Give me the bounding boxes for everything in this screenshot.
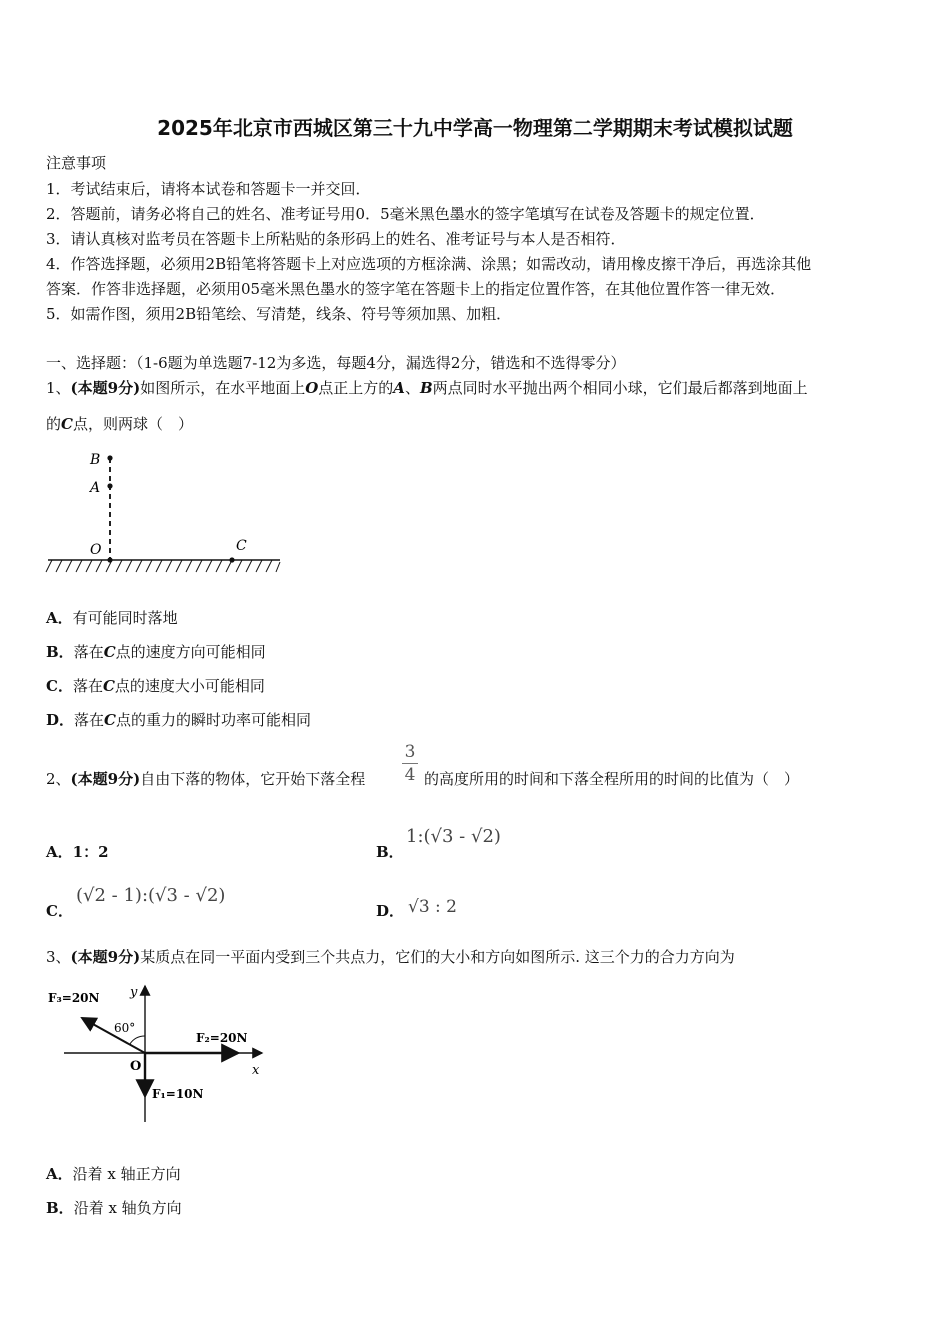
q2-option-c[interactable]: [46, 900, 73, 921]
q3-option-a-text: 沿着 x 轴正方向: [72, 1165, 181, 1183]
question-1-line2-a: 的: [46, 415, 62, 433]
point-b-dot: [107, 455, 112, 460]
q2-option-d[interactable]: [376, 900, 404, 921]
q1-option-d-label: D．: [46, 711, 75, 729]
question-3-score: (本题9分): [70, 948, 141, 966]
q3-option-b-label: B．: [46, 1199, 74, 1217]
q1-option-b-post: 点的速度方向可能相同: [115, 643, 266, 661]
question-1-line-1: [46, 377, 808, 398]
point-b: B: [419, 379, 433, 397]
q3-option-b-text: 沿着 x 轴负方向: [73, 1199, 182, 1217]
label-angle: 60°: [114, 1021, 136, 1035]
notice-item-4: 4．作答选择题，必须用2B铅笔将答题卡上对应选项的方框涂满、涂黑；如需改动，请用橡皮擦干净后，再选涂其他: [46, 255, 812, 273]
question-3-number: 3、: [46, 948, 71, 966]
notice-item-3: 3．请认真核对监考员在答题卡上所粘贴的条形码上的姓名、准考证号与本人是否相符．: [46, 230, 626, 248]
q1-option-a[interactable]: [46, 607, 178, 628]
question-2-text-b: 的高度所用的时间和下落全程所用的时间的比值为（ ）: [424, 770, 800, 788]
question-1-text-b: 点正上方的: [318, 379, 394, 397]
q1-option-c-post: 点的速度大小可能相同: [114, 677, 265, 695]
projectile-figure: [44, 446, 284, 576]
fraction-bar: [402, 763, 418, 764]
page-title: 2025年北京市西城区第三十九中学高一物理第二学期期末考试模拟试题: [157, 116, 793, 140]
notice-heading: 注意事项: [46, 154, 107, 172]
question-1-text-c: 两点同时水平抛出两个相同小球，它们最后都落到地面上: [432, 379, 808, 397]
fraction-numerator: 3: [404, 742, 416, 762]
q1-option-c-label: C．: [46, 677, 73, 695]
question-1-line2-b: 点，则两球（ ）: [72, 415, 193, 433]
label-o: O: [90, 542, 102, 558]
force-diagram: [44, 980, 274, 1130]
q1-option-c[interactable]: [46, 675, 265, 696]
point-o: O: [305, 379, 319, 397]
q1-option-c-pre: 落在: [72, 677, 103, 695]
q2-option-c-math: (√2 - 1):(√3 - √2): [76, 885, 226, 906]
q1-option-d-pre: 落在: [74, 711, 105, 729]
q1-option-b-c: C: [103, 643, 116, 661]
fraction-denominator: 4: [404, 765, 416, 785]
q1-option-d-post: 点的重力的瞬时功率可能相同: [115, 711, 311, 729]
notice-item-4-cont: 答案．作答非选择题，必须用05毫米黑色墨水的签字笔在答题卡上的指定位置作答，在其他位置作答一律无效．: [46, 280, 786, 298]
q1-option-d-c: C: [104, 711, 116, 729]
point-a-dot: [107, 483, 112, 488]
point-c: C: [61, 415, 73, 433]
question-1-sep: 、: [404, 379, 420, 397]
label-b: B: [90, 452, 101, 468]
q1-option-b-label: B．: [46, 643, 74, 661]
label-y: y: [130, 985, 138, 1000]
question-1-number: 1、: [46, 379, 71, 397]
q1-option-b-pre: 落在: [73, 643, 104, 661]
q2-option-a-text: 1：2: [72, 843, 109, 861]
q2-option-d-label: D．: [376, 902, 405, 920]
question-1-line-2: [46, 413, 193, 434]
q2-option-a-label: A．: [46, 843, 73, 861]
q3-option-a-label: A．: [46, 1165, 73, 1183]
ground-hatch: [46, 560, 280, 572]
question-2-number: 2、: [46, 770, 71, 788]
q1-option-a-text: 有可能同时落地: [72, 609, 178, 627]
section-heading: 一、选择题：（1-6题为单选题7-12为多选，每题4分，漏选得2分，错选和不选得零分）: [46, 354, 626, 372]
q2-option-c-label: C．: [46, 902, 73, 920]
point-a: A: [393, 379, 405, 397]
question-1-score: (本题9分): [70, 379, 141, 397]
label-x: x: [252, 1063, 260, 1078]
question-2-score: (本题9分): [70, 770, 141, 788]
question-3-line-1: [46, 946, 735, 967]
q2-option-d-math: √3 : 2: [408, 897, 457, 917]
q3-option-a[interactable]: [46, 1163, 181, 1184]
q1-option-b[interactable]: [46, 641, 266, 662]
q1-option-c-c: C: [102, 677, 115, 695]
notice-item-1: 1．考试结束后，请将本试卷和答题卡一并交回．: [46, 180, 371, 198]
label-f3: F₃=20N: [48, 991, 100, 1005]
label-f1: F₁=10N: [152, 1087, 204, 1101]
q3-option-b[interactable]: [46, 1197, 182, 1218]
q2-option-b[interactable]: [376, 841, 404, 862]
q2-option-b-label: B．: [376, 843, 404, 861]
angle-arc: [130, 1036, 145, 1044]
question-2-line-1: [46, 768, 365, 789]
notice-item-2: 2．答题前，请务必将自己的姓名、准考证号用0．5毫米黑色墨水的签字笔填写在试卷及答题卡的规定位置．: [46, 205, 765, 223]
label-a: A: [90, 480, 101, 496]
question-2-text-a: 自由下落的物体，它开始下落全程: [140, 770, 366, 788]
fraction-three-quarters: [402, 742, 418, 785]
label-c: C: [236, 538, 247, 554]
question-1-text-a: 如图所示，在水平地面上: [140, 379, 306, 397]
label-origin: O: [130, 1059, 142, 1074]
question-3-text: 某质点在同一平面内受到三个共点力，它们的大小和方向如图所示. 这三个力的合力方向为: [140, 948, 735, 966]
q1-option-d[interactable]: [46, 709, 311, 730]
q1-option-a-label: A．: [46, 609, 73, 627]
q2-option-b-math: 1:(√3 - √2): [406, 826, 501, 847]
notice-item-5: 5．如需作图，须用2B铅笔绘、写清楚，线条、符号等须加黑、加粗．: [46, 305, 512, 323]
q2-option-a[interactable]: [46, 841, 109, 862]
label-f2: F₂=20N: [196, 1031, 248, 1045]
